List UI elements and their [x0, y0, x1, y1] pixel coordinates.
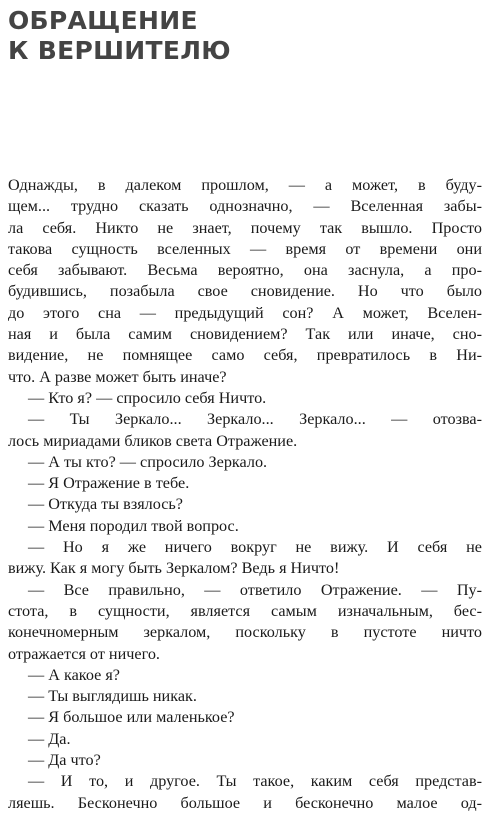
- text-line: ла себя. Никто не знает, почему так вышло. Просто: [8, 218, 482, 237]
- text-line: будившись, позабыла свое сновидение. Но что было: [8, 282, 482, 301]
- text-line: что. А разве может быть иначе?: [8, 367, 227, 386]
- text-line: — Ты Зеркало... Зеркало... Зеркало... — отозва-: [28, 410, 482, 429]
- text-line: — Ты выглядишь никак.: [28, 687, 197, 706]
- text-line: ная и была самим сновидением? Так или иначе, сно-: [8, 325, 482, 344]
- text-line: — Меня породил твой вопрос.: [28, 516, 239, 535]
- text-line: стота, в сущности, является самым изначальным, бес-: [8, 601, 482, 620]
- text-line: — А какое я?: [28, 665, 120, 684]
- text-line: — А ты кто? — спросило Зеркало.: [28, 452, 268, 471]
- text-line: — Все правильно, — ответило Отражение. — Пу-: [28, 580, 482, 599]
- text-line: конечномерным зеркалом, поскольку в пустоте ничто: [8, 623, 482, 642]
- text-line: — Я Отражение в тебе.: [28, 474, 190, 493]
- chapter-title-line-2: К ВЕРШИТЕЛЮ: [8, 36, 231, 65]
- chapter-title-line-1: ОБРАЩЕНИЕ: [8, 6, 198, 35]
- text-line: Однажды, в далеком прошлом, — а может, в буду-: [8, 176, 482, 194]
- text-line: ляешь. Бесконечно большое и бесконечно малое од-: [8, 793, 482, 812]
- text-line: такова сущность вселенных — время от времени они: [8, 239, 482, 258]
- text-line: видение, не помнящее само себя, превратилось в Ни-: [8, 346, 482, 365]
- text-line: — И то, и другое. Ты такое, каким себя представ-: [28, 772, 482, 791]
- text-line: отражается от ничего.: [8, 644, 160, 663]
- text-line: — Кто я? — спросило себя Ничто.: [28, 388, 267, 407]
- text-line: до этого сна — предыдущий сон? А может, Вселен-: [8, 303, 482, 322]
- text-line: себя забывают. Весьма вероятно, она заснула, а про-: [8, 261, 482, 280]
- text-line: лось мириадами бликов света Отражение.: [8, 431, 298, 450]
- text-line: вижу. Как я могу быть Зеркалом? Ведь я Ничто!: [8, 559, 340, 578]
- text-line: щем... трудно сказать однозначно, — Вселенная забы-: [8, 197, 482, 216]
- text-line: — Да что?: [28, 751, 101, 770]
- text-line: — Но я же ничего вокруг не вижу. И себя не: [28, 538, 482, 557]
- body-text: [8, 175, 482, 814]
- chapter-title: [8, 6, 478, 66]
- text-line: — Откуда ты взялось?: [28, 495, 183, 514]
- text-line: — Я большое или маленькое?: [28, 708, 235, 727]
- text-line: — Да.: [28, 729, 71, 748]
